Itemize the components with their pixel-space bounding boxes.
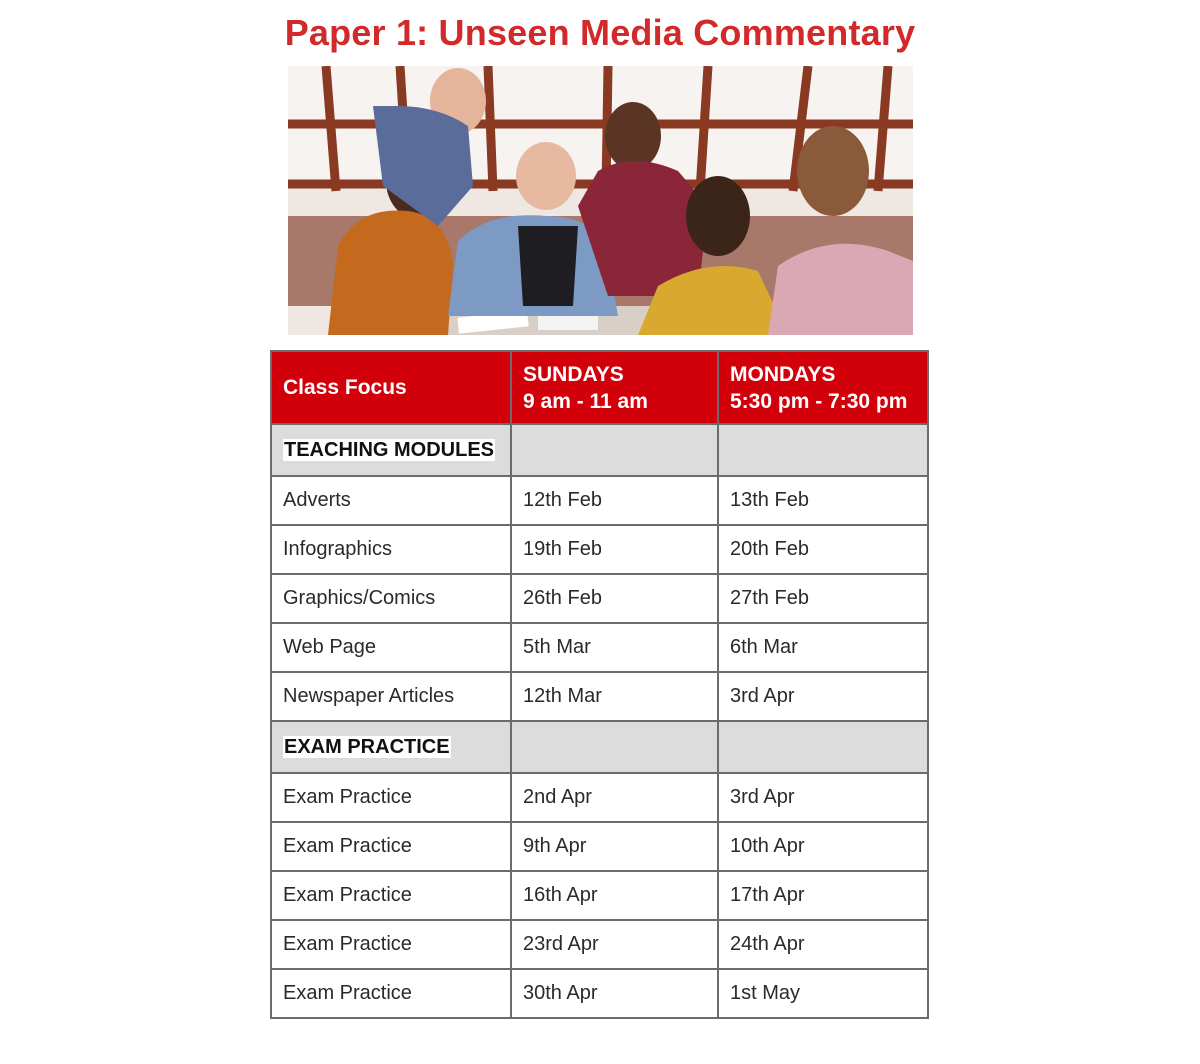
cell-monday: 6th Mar bbox=[718, 623, 928, 672]
cell-monday: 24th Apr bbox=[718, 920, 928, 969]
section-label: EXAM PRACTICE bbox=[284, 735, 450, 758]
table-row bbox=[271, 574, 928, 623]
cell-focus: Exam Practice bbox=[271, 920, 511, 969]
cell-focus: Exam Practice bbox=[271, 773, 511, 822]
cell-sunday: 12th Feb bbox=[511, 476, 718, 525]
cell-monday: 10th Apr bbox=[718, 822, 928, 871]
header-mondays-time: 5:30 pm - 7:30 pm bbox=[730, 389, 908, 413]
schedule-table bbox=[270, 350, 929, 1019]
section-label: TEACHING MODULES bbox=[284, 438, 494, 461]
cell-focus: Web Page bbox=[271, 623, 511, 672]
header-mondays-day: MONDAYS bbox=[730, 362, 836, 386]
cell-monday: 20th Feb bbox=[718, 525, 928, 574]
cell-monday: 1st May bbox=[718, 969, 928, 1018]
table-row bbox=[271, 871, 928, 920]
cell-monday: 17th Apr bbox=[718, 871, 928, 920]
section-row-teaching-modules bbox=[271, 424, 928, 476]
cell-focus: Adverts bbox=[271, 476, 511, 525]
cell-focus: Exam Practice bbox=[271, 969, 511, 1018]
table-row bbox=[271, 672, 928, 721]
students-photo bbox=[288, 66, 913, 335]
table-row bbox=[271, 773, 928, 822]
cell-sunday: 30th Apr bbox=[511, 969, 718, 1018]
table-row bbox=[271, 525, 928, 574]
cell-sunday: 19th Feb bbox=[511, 525, 718, 574]
header-sundays-day: SUNDAYS bbox=[523, 362, 624, 386]
header-sundays bbox=[511, 351, 718, 424]
header-mondays bbox=[718, 351, 928, 424]
table-row bbox=[271, 822, 928, 871]
cell-sunday: 9th Apr bbox=[511, 822, 718, 871]
cell-focus: Exam Practice bbox=[271, 822, 511, 871]
table-row bbox=[271, 969, 928, 1018]
cell-sunday: 12th Mar bbox=[511, 672, 718, 721]
table-row bbox=[271, 920, 928, 969]
table-row bbox=[271, 623, 928, 672]
cell-focus: Graphics/Comics bbox=[271, 574, 511, 623]
cell-sunday: 16th Apr bbox=[511, 871, 718, 920]
table-header-row bbox=[271, 351, 928, 424]
cell-focus: Infographics bbox=[271, 525, 511, 574]
cell-sunday: 5th Mar bbox=[511, 623, 718, 672]
cell-focus: Exam Practice bbox=[271, 871, 511, 920]
section-row-exam-practice bbox=[271, 721, 928, 773]
cell-monday: 3rd Apr bbox=[718, 672, 928, 721]
cell-sunday: 23rd Apr bbox=[511, 920, 718, 969]
cell-sunday: 26th Feb bbox=[511, 574, 718, 623]
cell-monday: 13th Feb bbox=[718, 476, 928, 525]
page-title: Paper 1: Unseen Media Commentary bbox=[284, 12, 916, 53]
cell-monday: 3rd Apr bbox=[718, 773, 928, 822]
cell-sunday: 2nd Apr bbox=[511, 773, 718, 822]
cell-focus: Newspaper Articles bbox=[271, 672, 511, 721]
cell-monday: 27th Feb bbox=[718, 574, 928, 623]
header-class-focus: Class Focus bbox=[271, 351, 511, 424]
table-row bbox=[271, 476, 928, 525]
header-sundays-time: 9 am - 11 am bbox=[523, 389, 648, 413]
